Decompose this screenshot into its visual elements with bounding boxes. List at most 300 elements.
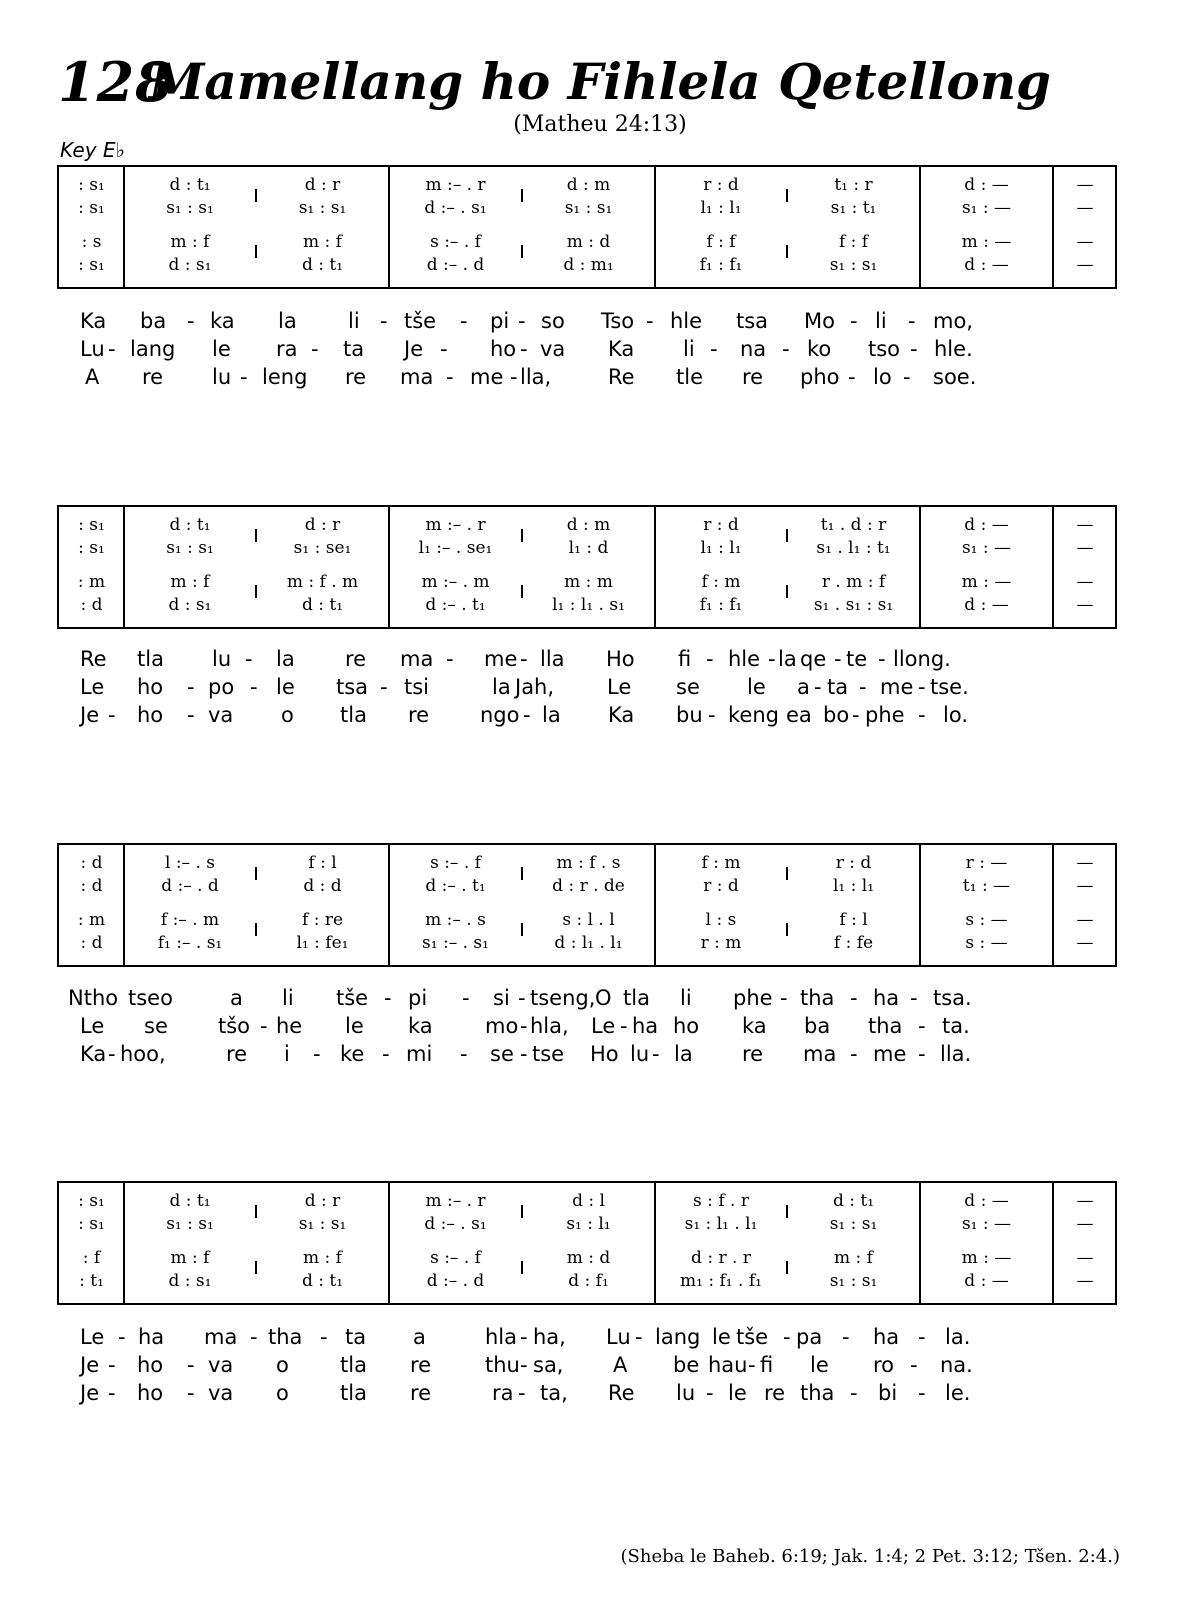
lyric-syllable: - (646, 309, 654, 333)
note-cell-alto: — (1076, 1214, 1094, 1234)
lyric-syllable: la (276, 647, 295, 671)
lyric-syllable: Je (80, 703, 100, 727)
lyric-syllable: - (620, 1014, 628, 1038)
lyric-syllable: ea (786, 703, 812, 727)
lyric-syllable: - (523, 703, 531, 727)
lyric-syllable: - (440, 337, 448, 361)
lyric-syllable: - (850, 309, 858, 333)
note-cell-soprano: d : t₁ (832, 1191, 875, 1211)
note-cell-alto: s₁ : s₁ (298, 198, 347, 218)
lyric-syllable: phe (865, 703, 905, 727)
note-cell-bass: m₁ : f₁ . f₁ (680, 1271, 762, 1291)
note-cell-bass: l₁ : l₁ . s₁ (552, 595, 625, 615)
lyric-syllable: ra (492, 1381, 514, 1405)
note-cell-alto: s₁ : l₁ . l₁ (684, 1214, 758, 1234)
beat-tick (786, 923, 788, 936)
lyric-syllable: tse. (930, 675, 969, 699)
beat-tick (255, 189, 257, 202)
note-cell-tenor: m : f (170, 1248, 210, 1268)
lyric-syllable: hle (728, 647, 761, 671)
beat-tick (786, 867, 788, 880)
lyric-syllable: ha, (533, 1325, 566, 1349)
lyric-syllable: - (520, 1325, 528, 1349)
note-cell-alto: l₁ : l₁ (700, 198, 742, 218)
music-system (57, 165, 1117, 289)
note-cell-tenor: : s (81, 232, 102, 252)
key-signature: Key E♭ (60, 138, 125, 162)
note-cell-bass: d : — (964, 595, 1009, 615)
lyric-syllable: - (380, 309, 388, 333)
note-cell-tenor: f :– . m (160, 910, 220, 930)
lyric-syllable: - (518, 986, 526, 1010)
note-cell-soprano: d : — (964, 175, 1009, 195)
lyric-syllable: tla (340, 1381, 367, 1405)
lyric-syllable: le (747, 675, 766, 699)
lyric-syllable: hle (670, 309, 703, 333)
lyric-syllable: soe. (933, 365, 977, 389)
lyric-syllable: hle. (934, 337, 973, 361)
lyric-syllable: le (810, 1353, 829, 1377)
lyric-syllable: o (281, 703, 294, 727)
lyric-syllable: ra (276, 337, 298, 361)
lyric-syllable: - (187, 675, 195, 699)
note-cell-alto: d :– . t₁ (425, 876, 486, 896)
note-cell-bass: s : — (965, 933, 1008, 953)
lyric-syllable: tseng, (530, 986, 596, 1010)
note-cell-alto: l₁ : d (568, 538, 609, 558)
note-cell-tenor: m : f (170, 572, 210, 592)
lyric-syllable: pho (800, 365, 840, 389)
lyric-syllable: - (635, 1325, 643, 1349)
lyric-syllable: se (676, 675, 700, 699)
lyric-syllable: le (276, 675, 295, 699)
hymn-title: Mamellang ho Fihlela Qetellong (148, 52, 1052, 111)
lyric-syllable: - (910, 1353, 918, 1377)
beat-tick (786, 1205, 788, 1218)
beat-tick (255, 585, 257, 598)
note-cell-soprano: d : t₁ (169, 175, 211, 195)
note-cell-soprano: d : m (566, 515, 611, 535)
lyric-syllable: ka (742, 1014, 767, 1038)
lyric-syllable: le (345, 1014, 364, 1038)
note-cell-tenor: m : f (834, 1248, 873, 1268)
lyric-syllable: ma (803, 1042, 837, 1066)
note-cell-tenor: s :– . f (430, 232, 481, 252)
lyric-syllable: tla (137, 647, 164, 671)
note-cell-bass: d : s₁ (168, 1271, 212, 1291)
note-cell-tenor: s : l . l (562, 910, 615, 930)
note-cell-tenor: f : l (839, 910, 868, 930)
lyric-syllable: Je (80, 1353, 100, 1377)
lyric-syllable: tsi (404, 675, 430, 699)
lyric-syllable: thu (485, 1353, 520, 1377)
lyric-syllable: - (446, 365, 454, 389)
lyric-syllable: tsa. (933, 986, 972, 1010)
lyric-syllable: - (187, 309, 195, 333)
note-cell-soprano: d : m (566, 175, 611, 195)
lyric-syllable: lu (676, 1381, 696, 1405)
lyric-syllable: o (276, 1381, 289, 1405)
bar-line (654, 167, 656, 287)
lyric-syllable: ha (873, 1325, 900, 1349)
note-cell-bass: d : m₁ (563, 255, 614, 275)
note-cell-tenor: : m (77, 572, 106, 592)
lyric-syllable: - (783, 1325, 791, 1349)
beat-tick (255, 1261, 257, 1274)
note-cell-soprano: — (1076, 1191, 1094, 1211)
beat-tick (521, 923, 523, 936)
note-cell-bass: f₁ : f₁ (699, 595, 743, 615)
note-cell-bass: — (1076, 933, 1094, 953)
lyric-syllable: tsa (336, 675, 369, 699)
lyric-syllable: se (144, 1014, 168, 1038)
note-cell-bass: s₁ : s₁ (829, 255, 878, 275)
lyric-syllable: - (850, 1381, 858, 1405)
lyric-syllable: me (470, 365, 504, 389)
lyric-syllable: Ho (606, 647, 635, 671)
note-cell-bass: d : — (964, 1271, 1009, 1291)
note-cell-alto: — (1076, 538, 1094, 558)
lyric-syllable: Ka (608, 703, 635, 727)
note-cell-tenor: — (1076, 910, 1094, 930)
bar-line (654, 845, 656, 965)
lyric-syllable: tše (404, 309, 437, 333)
note-cell-alto: s₁ : — (961, 538, 1012, 558)
lyric-syllable: - (910, 337, 918, 361)
lyric-syllable: ka (408, 1014, 433, 1038)
lyric-syllable: - (384, 986, 392, 1010)
note-cell-tenor: m : f (170, 232, 210, 252)
lyric-syllable: he (276, 1014, 303, 1038)
music-system (57, 843, 1117, 967)
note-cell-bass: d :– . d (426, 255, 485, 275)
note-cell-tenor: f : f (706, 232, 736, 252)
bar-line (123, 1183, 125, 1303)
note-cell-soprano: : s₁ (78, 175, 105, 195)
lyric-syllable: - (834, 647, 842, 671)
lyric-syllable: - (118, 1325, 126, 1349)
lyric-syllable: mo (485, 1014, 519, 1038)
note-cell-bass: d : t₁ (301, 255, 344, 275)
lyric-syllable: - (187, 703, 195, 727)
lyric-syllable: - (748, 1353, 756, 1377)
note-cell-alto: d : r . de (552, 876, 625, 896)
lyric-syllable: - (462, 986, 470, 1010)
hymn-number: 128 (58, 50, 174, 114)
lyric-syllable: ho (137, 1353, 164, 1377)
note-cell-tenor: m : d (566, 1248, 611, 1268)
note-cell-tenor: : m (77, 910, 106, 930)
beat-tick (521, 529, 523, 542)
lyric-syllable: me (484, 647, 518, 671)
lyric-syllable: - (918, 1381, 926, 1405)
lyric-syllable: keng (728, 703, 779, 727)
note-cell-tenor: m : — (961, 1248, 1012, 1268)
lyric-syllable: Le (80, 675, 105, 699)
bar-line (123, 167, 125, 287)
bar-line (654, 1183, 656, 1303)
beat-tick (521, 245, 523, 258)
note-cell-tenor: f : re (301, 910, 344, 930)
beat-tick (521, 867, 523, 880)
note-cell-bass: d : — (964, 255, 1009, 275)
bar-line (388, 845, 390, 965)
lyric-syllable: lu (630, 1042, 650, 1066)
note-cell-soprano: r : d (703, 515, 739, 535)
lyric-syllable: - (187, 1353, 195, 1377)
note-cell-tenor: m : f (303, 1248, 342, 1268)
lyric-syllable: ha (873, 986, 900, 1010)
note-cell-soprano: r : d (703, 175, 739, 195)
lyric-syllable: - (240, 365, 248, 389)
lyric-syllable: le (212, 337, 231, 361)
lyric-syllable: la (492, 675, 511, 699)
note-cell-alto: d : d (303, 876, 342, 896)
note-cell-alto: d :– . s₁ (424, 1214, 487, 1234)
lyric-syllable: qe (800, 647, 827, 671)
lyric-syllable: - (510, 365, 518, 389)
beat-tick (255, 1205, 257, 1218)
note-cell-bass: — (1076, 255, 1094, 275)
lyric-syllable: le (728, 1381, 747, 1405)
lyric-syllable: - (245, 647, 253, 671)
note-cell-soprano: f : m (701, 853, 741, 873)
lyric-syllable: - (250, 1325, 258, 1349)
lyric-syllable: - (859, 675, 867, 699)
note-cell-tenor: — (1076, 1248, 1094, 1268)
beat-tick (255, 245, 257, 258)
lyric-syllable: - (250, 675, 258, 699)
note-cell-soprano: t₁ : r (834, 175, 873, 195)
lyric-syllable: la (674, 1042, 693, 1066)
lyric-syllable: - (460, 1042, 468, 1066)
lyric-syllable: - (520, 1353, 528, 1377)
lyric-syllable: - (842, 1325, 850, 1349)
lyric-syllable: pa (796, 1325, 823, 1349)
beat-tick (521, 585, 523, 598)
note-cell-soprano: d : l (572, 1191, 605, 1211)
note-cell-alto: s₁ : s₁ (166, 538, 214, 558)
lyric-syllable: lla, (520, 365, 552, 389)
lyric-syllable: ta (343, 337, 365, 361)
lyric-syllable: A (85, 365, 100, 389)
lyric-syllable: bu (676, 703, 703, 727)
lyric-syllable: - (320, 1325, 328, 1349)
lyric-syllable: li (282, 986, 294, 1010)
lyric-syllable: phe (733, 986, 773, 1010)
bar-line (388, 1183, 390, 1303)
lyric-syllable: Ka (80, 1042, 107, 1066)
lyric-syllable: be (673, 1353, 700, 1377)
note-cell-soprano: r : d (835, 853, 872, 873)
lyric-syllable: tla (340, 703, 367, 727)
lyric-syllable: - (311, 337, 319, 361)
footer-references: (Sheba le Baheb. 6:19; Jak. 1:4; 2 Pet. 3:12; Tšen. 2:4.) (620, 1546, 1120, 1567)
lyric-syllable: lang (655, 1325, 701, 1349)
lyric-syllable: re (408, 703, 430, 727)
note-cell-soprano: — (1076, 175, 1094, 195)
note-cell-soprano: : d (80, 853, 103, 873)
note-cell-tenor: m :– . m (421, 572, 490, 592)
lyric-syllable: llong. (893, 647, 951, 671)
beat-tick (786, 245, 788, 258)
note-cell-tenor: m :– . s (425, 910, 486, 930)
lyric-syllable: Ka (80, 309, 107, 333)
note-cell-bass: d : f₁ (568, 1271, 609, 1291)
note-cell-bass: — (1076, 595, 1094, 615)
note-cell-alto: s₁ : — (961, 1214, 1012, 1234)
note-cell-soprano: m :– . r (425, 1191, 486, 1211)
lyric-syllable: mo, (933, 309, 973, 333)
beat-tick (786, 189, 788, 202)
lyric-syllable: ta, (540, 1381, 568, 1405)
note-cell-soprano: s :– . f (430, 853, 481, 873)
lyric-syllable: Tso (601, 309, 635, 333)
lyric-syllable: so (541, 309, 565, 333)
lyric-syllable: ho (490, 337, 517, 361)
lyric-syllable: li (875, 309, 887, 333)
lyric-syllable: na (740, 337, 767, 361)
lyric-syllable: va (208, 703, 234, 727)
note-cell-soprano: d : t₁ (169, 515, 211, 535)
note-cell-soprano: f : l (308, 853, 337, 873)
note-cell-bass: s₁ . s₁ : s₁ (813, 595, 894, 615)
lyric-syllable: a (413, 1325, 426, 1349)
lyric-syllable: Re (80, 647, 107, 671)
note-cell-tenor: m : f (303, 232, 342, 252)
note-cell-tenor: s :– . f (430, 1248, 481, 1268)
beat-tick (255, 867, 257, 880)
bar-line (1052, 507, 1054, 627)
lyric-syllable: la. (945, 1325, 971, 1349)
lyric-syllable: - (108, 337, 116, 361)
lyric-syllable: tla (340, 1353, 367, 1377)
note-cell-bass: d : s₁ (168, 255, 212, 275)
lyric-syllable: tha (800, 986, 835, 1010)
lyric-syllable: ta (827, 675, 849, 699)
lyric-syllable: la (278, 309, 297, 333)
lyric-syllable: Mo (804, 309, 835, 333)
lyric-syllable: ma (400, 365, 434, 389)
beat-tick (521, 1261, 523, 1274)
note-cell-alto: l₁ : l₁ (700, 538, 742, 558)
lyric-syllable: se (490, 1042, 514, 1066)
lyric-syllable: fi (760, 1353, 774, 1377)
note-cell-bass: d :– . t₁ (425, 595, 486, 615)
lyric-syllable: tsa (736, 309, 769, 333)
lyric-syllable: lo. (943, 703, 968, 727)
lyric-syllable: - (918, 1325, 926, 1349)
note-cell-soprano: m : f . s (556, 853, 621, 873)
note-cell-tenor: — (1076, 572, 1094, 592)
bar-line (654, 507, 656, 627)
note-cell-tenor: : f (82, 1248, 101, 1268)
lyric-syllable: tše (336, 986, 369, 1010)
note-cell-alto: s₁ : s₁ (564, 198, 613, 218)
lyric-syllable: mi (406, 1042, 433, 1066)
lyric-syllable: - (918, 675, 926, 699)
note-cell-bass: : t₁ (79, 1271, 104, 1291)
lyric-syllable: Re (608, 365, 635, 389)
note-cell-tenor: m : m (564, 572, 613, 592)
lyric-syllable: re (345, 365, 367, 389)
lyric-syllable: tla (623, 986, 650, 1010)
note-cell-bass: : d (80, 595, 103, 615)
lyric-syllable: tha (868, 1014, 903, 1038)
lyric-syllable: - (520, 337, 528, 361)
note-cell-alto: t₁ : — (962, 876, 1011, 896)
lyric-syllable: - (520, 647, 528, 671)
lyric-syllable: - (313, 1042, 321, 1066)
lyric-syllable: - (108, 703, 116, 727)
lyric-syllable: bo (823, 703, 850, 727)
bar-line (1052, 167, 1054, 287)
lyric-syllable: - (850, 1042, 858, 1066)
note-cell-soprano: — (1076, 515, 1094, 535)
note-cell-alto: : s₁ (78, 538, 105, 558)
lyric-syllable: - (708, 703, 716, 727)
lyric-syllable: tse (532, 1042, 565, 1066)
note-cell-soprano: d : r (304, 1191, 341, 1211)
note-cell-tenor: m : f . m (286, 572, 359, 592)
note-cell-alto: r : d (703, 876, 739, 896)
lyric-syllable: ta. (942, 1014, 970, 1038)
lyric-syllable: re (345, 647, 367, 671)
lyric-syllable: Jah, (515, 675, 555, 699)
lyric-syllable: ho (137, 675, 164, 699)
note-cell-bass: d :– . d (426, 1271, 485, 1291)
lyric-syllable: tha (800, 1381, 835, 1405)
note-cell-bass: f₁ : f₁ (699, 255, 743, 275)
note-cell-alto: — (1076, 198, 1094, 218)
lyric-syllable: tso (868, 337, 901, 361)
note-cell-soprano: l :– . s (164, 853, 216, 873)
lyric-syllable: pi (490, 309, 510, 333)
bar-line (1052, 845, 1054, 965)
lyric-syllable: Le (607, 675, 632, 699)
lyric-syllable: a (797, 675, 810, 699)
lyric-syllable: lu (212, 365, 232, 389)
note-cell-alto: : d (80, 876, 103, 896)
lyric-syllable: lla (540, 647, 565, 671)
lyric-syllable: Le (80, 1014, 105, 1038)
note-cell-alto: s₁ : s₁ (166, 1214, 214, 1234)
note-cell-bass: : d (80, 933, 103, 953)
lyric-syllable: te (846, 647, 868, 671)
lyric-syllable: O (595, 986, 612, 1010)
note-cell-soprano: d : r (304, 175, 341, 195)
lyric-syllable: ma (400, 647, 434, 671)
note-cell-tenor: m : — (961, 232, 1012, 252)
note-cell-tenor: m : — (961, 572, 1012, 592)
note-cell-tenor: l : s (705, 910, 737, 930)
note-cell-soprano: r : — (965, 853, 1008, 873)
note-cell-soprano: m :– . r (425, 175, 486, 195)
note-cell-bass: r : m (700, 933, 742, 953)
note-cell-bass: d : s₁ (168, 595, 212, 615)
lyric-syllable: ro (873, 1353, 895, 1377)
music-system (57, 505, 1117, 629)
lyric-syllable: - (848, 365, 856, 389)
beat-tick (255, 923, 257, 936)
lyric-syllable: - (918, 1014, 926, 1038)
bar-line (388, 507, 390, 627)
note-cell-bass: d : t₁ (301, 1271, 344, 1291)
note-cell-soprano: d : t₁ (169, 1191, 211, 1211)
lyric-syllable: re (742, 1042, 764, 1066)
lyric-syllable: la (542, 703, 561, 727)
music-system (57, 1181, 1117, 1305)
